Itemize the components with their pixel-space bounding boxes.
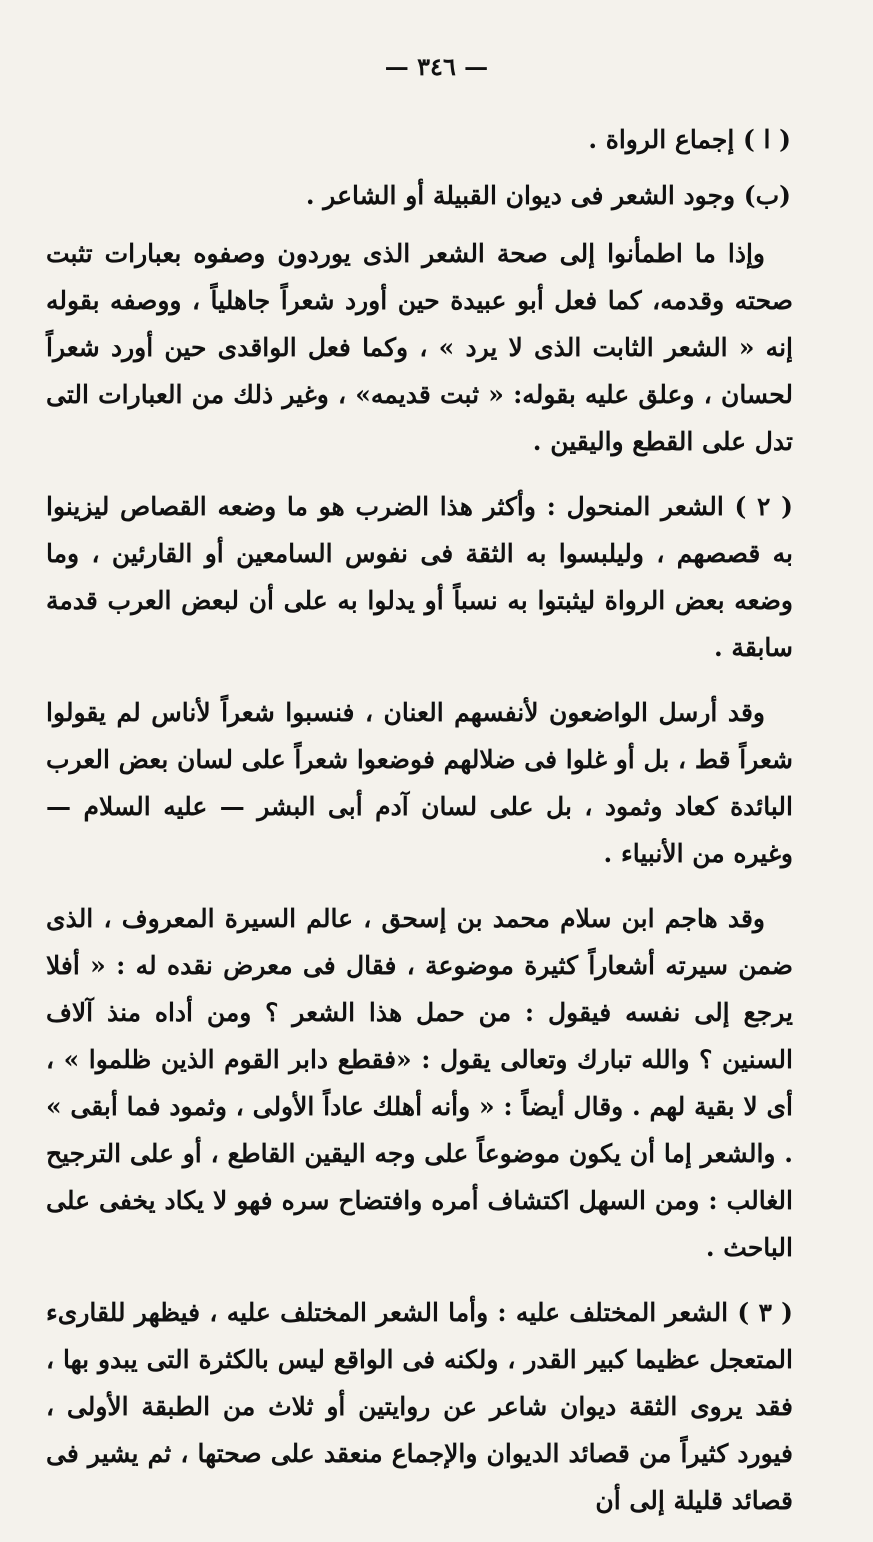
paragraph: ( ٣ ) الشعر المختلف عليه : وأما الشعر المختلف عليه ، فيظهر للقارىء المتعجل عظيما كبير القدر ، ولكنه فى الواقع ليس بالكثرة التى يبدو بها ، فقد يروى الثقة ديوان شاعر عن روايتين أو ثلاث من الطبقة الأولى ، فيورد كثيراً من قصائد الديوان والإجماع منعقد على صحتها ، ثم يشير فى قصائد قليلة إلى أن (46, 1298, 793, 1515)
paragraph: ( ٢ ) الشعر المنحول : وأكثر هذا الضرب هو ما وضعه القصاص ليزينوا به قصصهم ، وليلبسوا به الثقة فى نفوس السامعين أو القارئين ، وما وضعه بعض الرواة ليثبتوا به نسباً أو يدلوا به على أن لبعض العرب قدمة سابقة . (46, 492, 793, 662)
paragraph: وقد أرسل الواضعون لأنفسهم العنان ، فنسبوا شعراً لأناس لم يقولوا شعراً قط ، بل أو غلوا فى ضلالهم فوضعوا شعراً على لسان بعض العرب البائدة كعاد وثمود ، بل على لسان آدم أبى البشر — عليه السلام — وغيره من الأنبياء . (46, 698, 793, 868)
page-body (46, 230, 793, 1542)
page-number: — ٣٤٦ — (384, 52, 489, 81)
criteria-item: (ب) وجود الشعر فى ديوان القبيلة أو الشاعر . (305, 181, 791, 210)
criteria-item: ( ا ) إجماع الرواة . (588, 125, 791, 154)
criteria-list (46, 112, 791, 224)
paragraph: وقد هاجم ابن سلام محمد بن إسحق ، عالم السيرة المعروف ، الذى ضمن سيرته أشعاراً كثيرة موضوعة ، فقال فى معرض نقده له : « أفلا يرجع إلى نفسه فيقول : من حمل هذا الشعر ؟ ومن أداه منذ آلاف السنين ؟ والله تبارك وتعالى يقول : «فقطع دابر القوم الذين ظلموا » ، أى لا بقية لهم . وقال أيضاً : « وأنه أهلك عاداً الأولى ، وثمود فما أبقى » . والشعر إما أن يكون موضوعاً على وجه اليقين القاطع ، أو على الترجيح الغالب : ومن السهل اكتشاف أمره وافتضاح سره فهو لا يكاد يخفى على الباحث . (46, 904, 793, 1262)
paragraph: وإذا ما اطمأنوا إلى صحة الشعر الذى يوردون وصفوه بعبارات تثبت صحته وقدمه، كما فعل أبو عبيدة حين أورد شعراً جاهلياً ، ووصفه بقوله إنه « الشعر الثابت الذى لا يرد » ، وكما فعل الواقدى حين أورد شعراً لحسان ، وعلق عليه بقوله: « ثبت قديمه» ، وغير ذلك من العبارات التى تدل على القطع واليقين . (46, 239, 793, 456)
